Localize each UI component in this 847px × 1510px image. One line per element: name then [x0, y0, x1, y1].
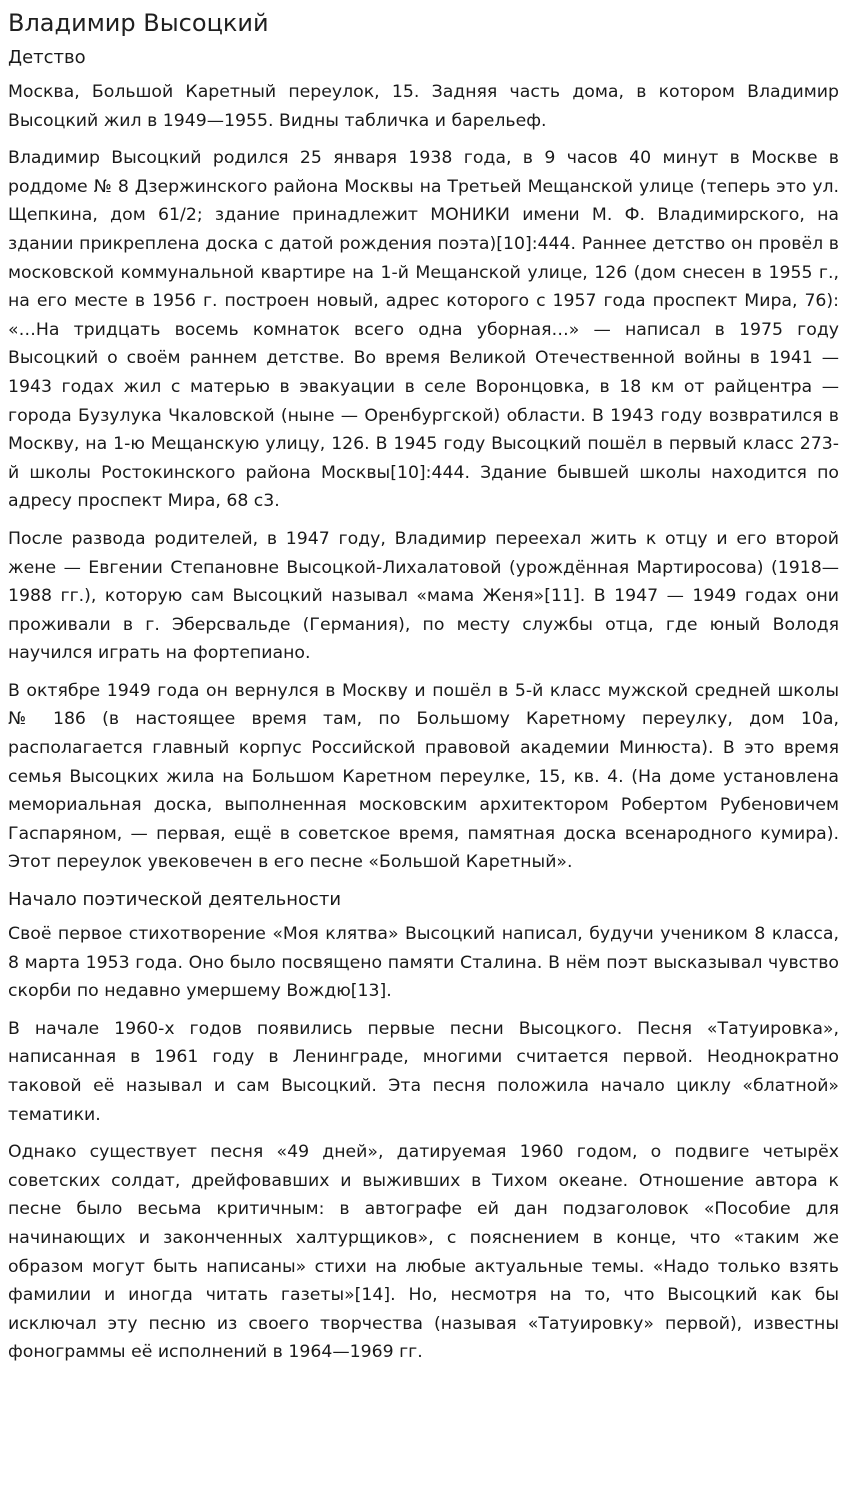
paragraph: В начале 1960-х годов появились первые песни Высоцкого. Песня «Татуировка», написанная в 1961 году в Ленинграде, многими считается первой. Неоднократно таковой её называл и сам Высоцкий. Эта песня положила начало циклу «блатной» тематики. — [8, 1018, 839, 1125]
paragraph: Однако существует песня «49 дней», датируемая 1960 годом, о подвиге четырёх советских солдат, дрейфовавших и выживших в Тихом океане. Отношение автора к песне было весьма критичным: в автографе ей дан подзаголовок «Пособие для начинающих и законченных халтурщиков», с пояснением в конце, что «таким же образом могут быть написаны» стихи на любые актуальные темы. «Надо только взять фамилии и иногда читать газеты»[14]. Но, несмотря на то, что Высоцкий как бы исключал эту песню из своего творчества (называя «Татуировку» первой), известны фонограммы её исполнений в 1964—1969 гг. — [8, 1142, 839, 1363]
page-title: Владимир Высоцкий — [8, 9, 269, 37]
section-heading-childhood: Детство — [8, 47, 86, 68]
section-heading-poetic-beginning: Начало поэтической деятельности — [8, 889, 342, 911]
paragraph: В октябре 1949 года он вернулся в Москву и пошёл в 5-й класс мужской средней школы № 186 (в настоящее время там, по Большому Каретному переулку, дом 10а, располагается главный корпус Российской правовой академии Минюста). В это время семья Высоцких жила на Большом Каретном переулке, 15, кв. 4. (На доме установлена мемориальная доска, выполненная московским архитектором Робертом Рубеновичем Гаспаряном, — первая, ещё в советское время, памятная доска всенародного кумира). Этот переулок увековечен в его песне «Большой Каретный». — [8, 680, 839, 873]
paragraph: Своё первое стихотворение «Моя клятва» Высоцкий написал, будучи учеником 8 класса, 8 марта 1953 года. Оно было посвящено памяти Сталина. В нём поэт высказывал чувство скорби по недавно умершему Вождю[13]. — [8, 924, 839, 1002]
paragraph: Москва, Большой Каретный переулок, 15. Задняя часть дома, в котором Владимир Высоцкий жил в 1949—1955. Видны табличка и барельеф. — [8, 82, 839, 131]
paragraph: После развода родителей, в 1947 году, Владимир переехал жить к отцу и его второй жене — Евгении Степановне Высоцкой-Лихалатовой (урождённая Мартиросова) (1918—1988 гг.), которую сам Высоцкий называл «мама Женя»[11]. В 1947 — 1949 годах они проживали в г. Эберсвальде (Германия), по месту службы отца, где юный Володя научился играть на фортепиано. — [8, 528, 839, 664]
paragraph: Владимир Высоцкий родился 25 января 1938 года, в 9 часов 40 минут в Москве в роддоме № 8 Дзержинского района Москвы на Третьей Мещанской улице (теперь это ул. Щепкина, дом 61/2; здание принадлежит МОНИКИ имени М. Ф. Владимирского, на здании прикреплена доска с датой рождения поэта)[10]:444. Раннее детство он провёл в московской коммунальной квартире на 1-й Мещанской улице, 126 (дом снесен в 1955 г., на его месте в 1956 г. построен новый, адрес которого с 1957 года проспект Мира, 76): «…На тридцать восемь комнаток всего одна уборная…» — написал в 1975 году Высоцкий о своём раннем детстве. Во время Великой Отечественной войны в 1941 — 1943 годах жил с матерью в эвакуации в селе Воронцовка, в 18 км от райцентра — города Бузулука Чкаловской (ныне — Оренбургской) области. В 1943 году возвратился в Москву, на 1-ю Мещанскую улицу, 126. В 1945 году Высоцкий пошёл в первый класс 273-й школы Ростокинского района Москвы[10]:444. Здание бывшей школы находится по адресу проспект Мира, 68 с3. — [8, 148, 839, 512]
